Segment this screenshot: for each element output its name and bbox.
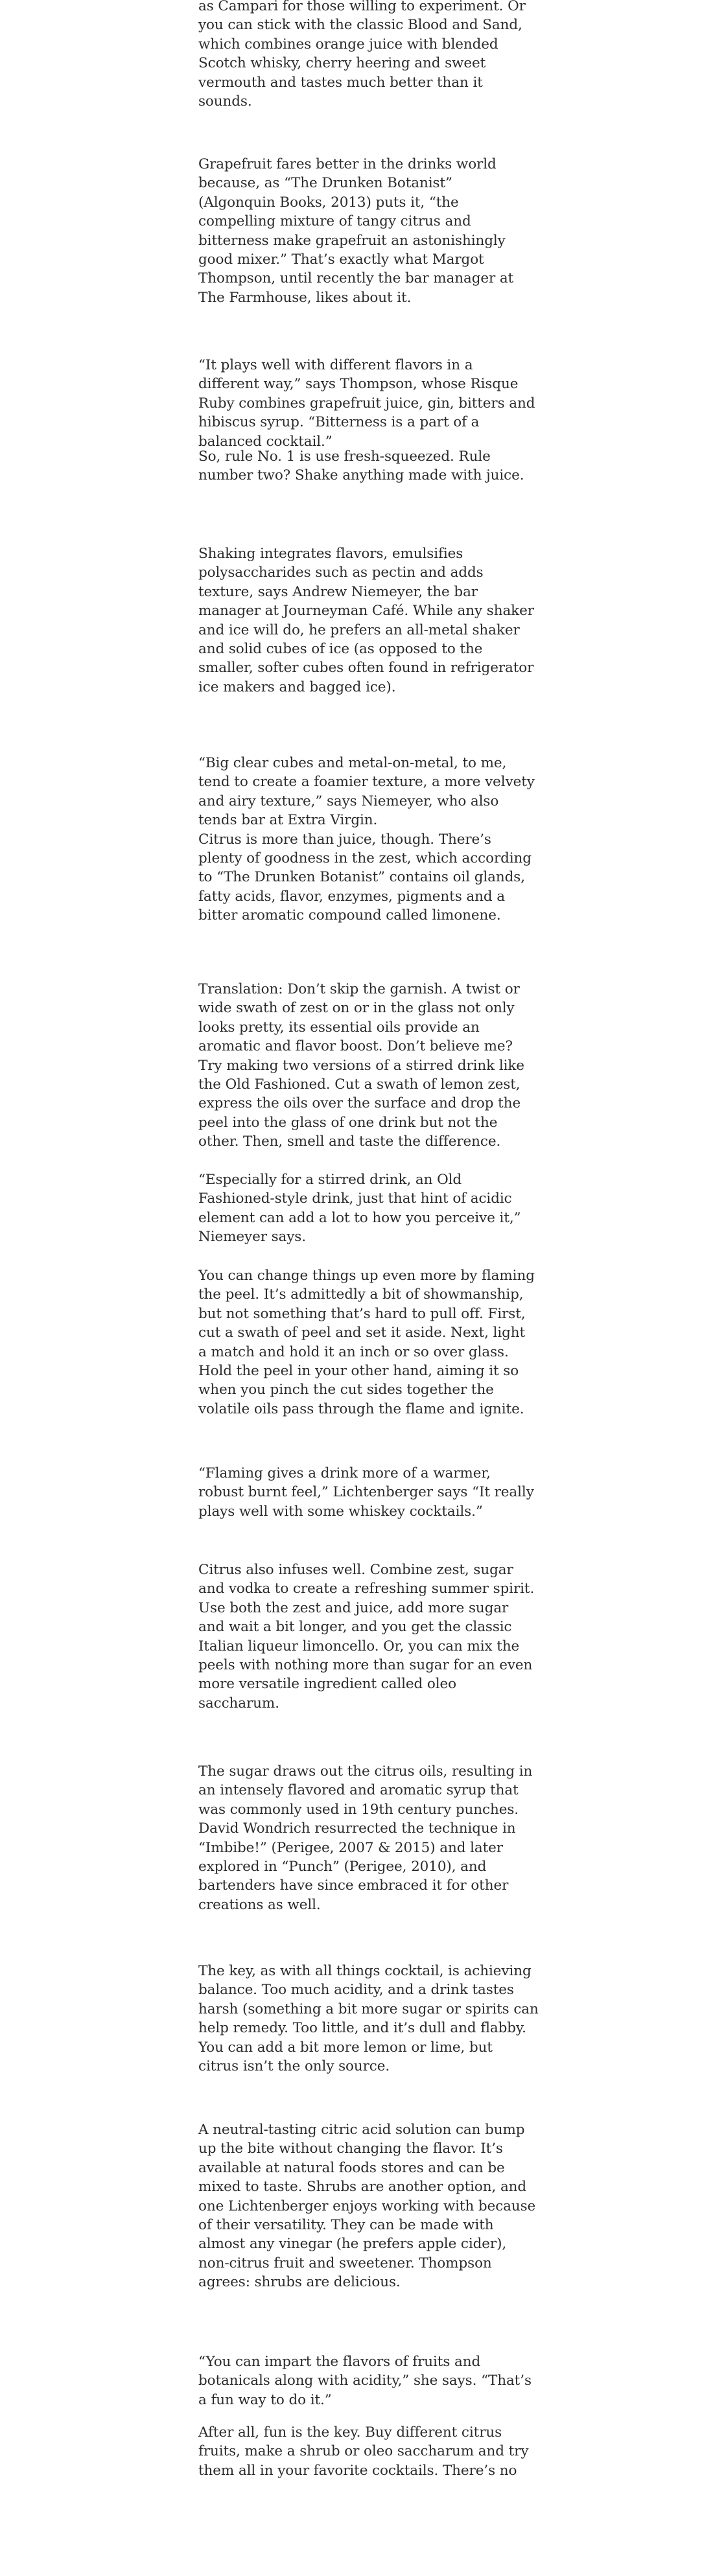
article-paragraph <box>198 754 535 925</box>
paragraph-line: wide swath of zest on or in the glass not only <box>198 1000 515 1017</box>
article-paragraph <box>198 0 526 111</box>
paragraph-line: balanced cocktail.” <box>198 433 333 450</box>
paragraph-line: “Flaming gives a drink more of a warmer, <box>198 1465 491 1481</box>
paragraph-line: Grapefruit fares better in the drinks world <box>198 156 497 172</box>
paragraph-line: to “The Drunken Botanist” contains oil glands, <box>198 869 525 886</box>
paragraph-line: aromatic and flavor boost. Don’t believe me? <box>198 1038 513 1055</box>
paragraph-line: looks pretty, its essential oils provide an <box>198 1019 480 1036</box>
paragraph-line: because, as “The Drunken Botanist” <box>198 175 452 192</box>
paragraph-line: mixed to taste. Shrubs are another option, and <box>198 2179 527 2196</box>
paragraph-line: saccharum. <box>198 1695 279 1712</box>
paragraph-line: of their versatility. They can be made with <box>198 2217 494 2234</box>
paragraph-line: You can change things up even more by flaming <box>198 1268 535 1284</box>
paragraph-line: non-citrus fruit and sweetener. Thompson <box>198 2255 492 2271</box>
paragraph-line: “Imbibe!” (Perigee, 2007 & 2015) and later <box>198 1839 503 1856</box>
paragraph-line: balance. Too much acidity, and a drink tastes <box>198 1982 514 1999</box>
article-paragraph <box>198 1962 539 2076</box>
paragraph-line: David Wondrich resurrected the technique in <box>198 1820 516 1837</box>
paragraph-line: Citrus also infuses well. Combine zest, sugar <box>198 1562 513 1578</box>
paragraph-line: Italian liqueur limoncello. Or, you can mix the <box>198 1638 520 1654</box>
article-paragraph <box>198 447 524 485</box>
article-paragraph <box>198 1170 521 1247</box>
paragraph-line: fatty acids, flavor, enzymes, pigments and a <box>198 888 505 905</box>
paragraph-line: vermouth and tastes much better than it <box>198 74 483 91</box>
paragraph-line: one Lichtenberger enjoys working with because <box>198 2198 536 2214</box>
paragraph-line: texture, says Andrew Niemeyer, the bar <box>198 583 478 600</box>
paragraph-line: a fun way to do it.” <box>198 2391 332 2408</box>
paragraph-line: help remedy. Too little, and it’s dull and flabby. <box>198 2020 526 2037</box>
paragraph-line: “Big clear cubes and metal-on-metal, to me, <box>198 755 507 771</box>
paragraph-line: and ice will do, he prefers an all-metal shaker <box>198 621 520 638</box>
paragraph-line: (Algonquin Books, 2013) puts it, “the <box>198 194 459 211</box>
article-paragraph <box>198 1561 534 1713</box>
paragraph-line: was commonly used in 19th century punches. <box>198 1801 519 1818</box>
paragraph-line: up the bite without changing the flavor. It’s <box>198 2141 503 2157</box>
paragraph-line: express the oils over the surface and drop the <box>198 1095 521 1112</box>
paragraph-line: “You can impart the flavors of fruits and <box>198 2354 481 2370</box>
paragraph-line: Shaking integrates flavors, emulsifies <box>198 546 463 562</box>
paragraph-line: other. Then, smell and taste the difference. <box>198 1133 501 1150</box>
paragraph-line: hibiscus syrup. “Bitterness is a part of a <box>198 414 480 431</box>
paragraph-line: After all, fun is the key. Buy different citrus <box>198 2424 502 2441</box>
article-paragraph <box>198 1464 534 1521</box>
paragraph-line: sounds. <box>198 93 252 110</box>
paragraph-line: bartenders have since embraced it for other <box>198 1877 509 1894</box>
paragraph-line: The key, as with all things cocktail, is achieving <box>198 1963 532 1979</box>
paragraph-line: and wait a bit longer, and you get the classic <box>198 1619 512 1636</box>
paragraph-line: them all in your favorite cocktails. There’s no <box>198 2462 517 2479</box>
paragraph-line: compelling mixture of tangy citrus and <box>198 213 471 230</box>
paragraph-line: citrus isn’t the only source. <box>198 2058 390 2075</box>
paragraph-line: good mixer.” That’s exactly what Margot <box>198 251 484 268</box>
paragraph-line: creations as well. <box>198 1896 321 1913</box>
article-paragraph <box>198 1762 532 1914</box>
article-paragraph <box>198 2120 535 2292</box>
paragraph-line: and solid cubes of ice (as opposed to the <box>198 641 483 658</box>
paragraph-line: volatile oils pass through the flame and ignite. <box>198 1400 524 1417</box>
paragraph-line: smaller, softer cubes often found in refrigerator <box>198 660 534 677</box>
paragraph-line: “Especially for a stirred drink, an Old <box>198 1172 462 1188</box>
paragraph-line: as Campari for those willing to experiment. Or <box>198 0 526 14</box>
paragraph-line: A neutral-tasting citric acid solution can bump <box>198 2122 525 2138</box>
article-paragraph <box>198 544 534 697</box>
paragraph-line: peels with nothing more than sugar for an even <box>198 1657 533 1674</box>
article-paragraph <box>198 356 535 451</box>
paragraph-line: manager at Journeyman Café. While any shaker <box>198 603 534 620</box>
paragraph-line: bitterness make grapefruit an astonishingly <box>198 232 506 249</box>
paragraph-line: explored in “Punch” (Perigee, 2010), and <box>198 1859 487 1875</box>
paragraph-line: but not something that’s hard to pull off. First, <box>198 1305 526 1322</box>
paragraph-line: Citrus is more than juice, though. There’s <box>198 831 491 848</box>
article-paragraph <box>198 1266 535 1419</box>
paragraph-line: peel into the glass of one drink but not the <box>198 1114 498 1131</box>
paragraph-line: plays well with some whiskey cocktails.” <box>198 1503 483 1520</box>
paragraph-line: So, rule No. 1 is use fresh-squeezed. Rule <box>198 448 491 465</box>
paragraph-line: The sugar draws out the citrus oils, resulting in <box>198 1763 533 1780</box>
paragraph-line: robust burnt feel,” Lichtenberger says “It really <box>198 1484 534 1501</box>
paragraph-line: You can add a bit more lemon or lime, but <box>198 2039 493 2056</box>
paragraph-line: the peel. It’s admittedly a bit of showmanship, <box>198 1286 524 1303</box>
paragraph-line: a match and hold it an inch or so over glass. <box>198 1343 509 1360</box>
paragraph-line: available at natural foods stores and can be <box>198 2159 505 2176</box>
paragraph-line: agrees: shrubs are delicious. <box>198 2274 401 2291</box>
paragraph-line: botanicals along with acidity,” she says. “That’s <box>198 2373 532 2389</box>
paragraph-line: different way,” says Thompson, whose Risque <box>198 376 519 393</box>
paragraph-line: The Farmhouse, likes about it. <box>198 289 412 306</box>
paragraph-line: which combines orange juice with blended <box>198 36 498 52</box>
paragraph-line: Fashioned-style drink, just that hint of acidic <box>198 1190 512 1207</box>
paragraph-line: harsh (something a bit more sugar or spirits can <box>198 2001 539 2017</box>
paragraph-line: Use both the zest and juice, add more sugar <box>198 1599 509 1616</box>
paragraph-line: Ruby combines grapefruit juice, gin, bitters and <box>198 395 535 412</box>
paragraph-line: ice makers and bagged ice). <box>198 679 396 695</box>
paragraph-line: element can add a lot to how you perceive it,” <box>198 1209 521 1226</box>
paragraph-line: when you pinch the cut sides together the <box>198 1382 494 1398</box>
paragraph-line: almost any vinegar (he prefers apple cider), <box>198 2236 507 2253</box>
paragraph-line: more versatile ingredient called oleo <box>198 1676 457 1693</box>
article-paragraph <box>198 980 524 1152</box>
paragraph-line: and vodka to create a refreshing summer spirit. <box>198 1581 535 1597</box>
paragraph-line: number two? Shake anything made with juice. <box>198 467 524 484</box>
paragraph-line: tends bar at Extra Virgin. <box>198 812 378 829</box>
article-paragraph <box>198 2423 528 2480</box>
paragraph-line: “It plays well with different flavors in a <box>198 357 473 373</box>
paragraph-line: and airy texture,” says Niemeyer, who also <box>198 793 499 809</box>
paragraph-line: cut a swath of peel and set it aside. Next, light <box>198 1325 526 1341</box>
paragraph-line: you can stick with the classic Blood and Sand, <box>198 17 522 34</box>
article-paragraph <box>198 155 513 307</box>
paragraph-line: plenty of goodness in the zest, which according <box>198 850 532 867</box>
paragraph-line: the Old Fashioned. Cut a swath of lemon zest, <box>198 1076 521 1093</box>
paragraph-line: Translation: Don’t skip the garnish. A twist or <box>198 981 520 997</box>
article-paragraph <box>198 2352 532 2409</box>
paragraph-line: tend to create a foamier texture, a more velvety <box>198 774 535 791</box>
paragraph-line: bitter aromatic compound called limonene. <box>198 907 501 924</box>
paragraph-line: Scotch whisky, cherry heering and sweet <box>198 55 486 72</box>
paragraph-line: Thompson, until recently the bar manager at <box>198 270 514 287</box>
paragraph-line: an intensely flavored and aromatic syrup that <box>198 1782 519 1799</box>
paragraph-line: Try making two versions of a stirred drink like <box>198 1057 524 1074</box>
paragraph-line: Hold the peel in your other hand, aiming it so <box>198 1363 519 1380</box>
paragraph-line: Niemeyer says. <box>198 1229 306 1246</box>
paragraph-line: fruits, make a shrub or oleo saccharum and try <box>198 2443 529 2460</box>
paragraph-line: polysaccharides such as pectin and adds <box>198 564 484 581</box>
